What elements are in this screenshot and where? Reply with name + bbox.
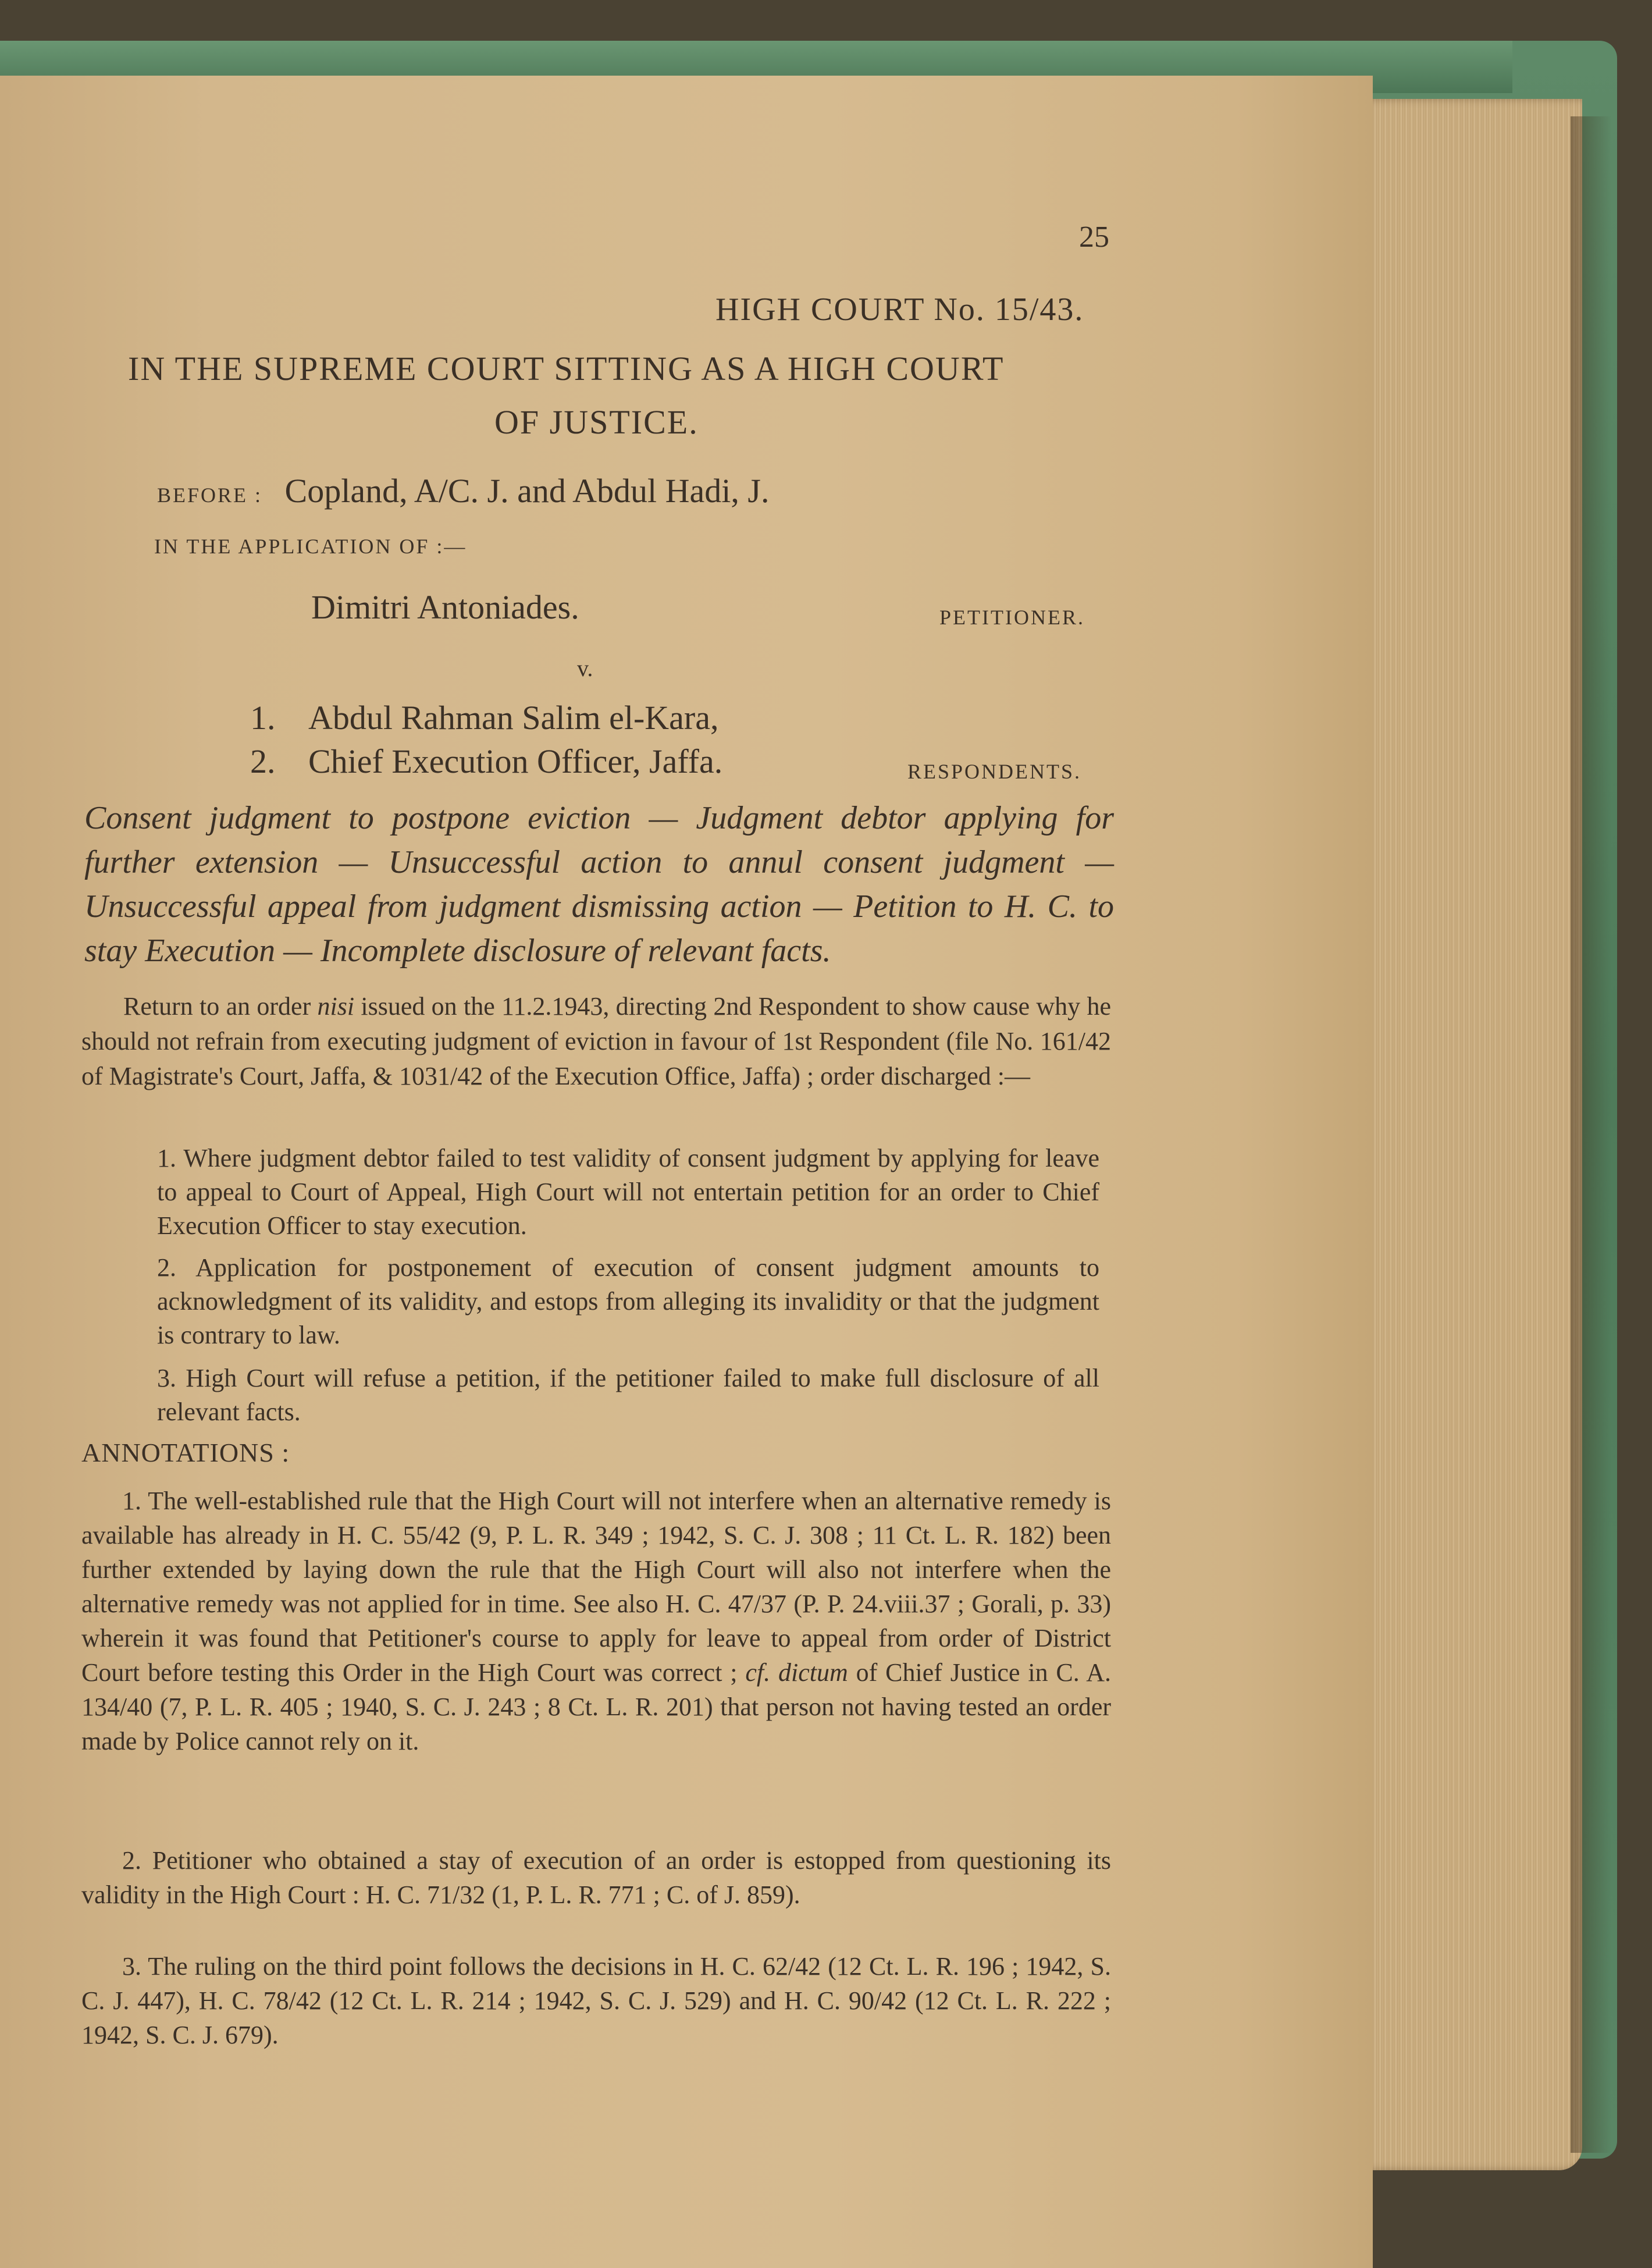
intro-paragraph: [81, 989, 1111, 1094]
page-edge-shadow: [1571, 116, 1611, 2153]
intro-text-b: issued on the 11.2.1943, directing 2nd Respondent to show cause why he should not refrain from executing judgment of eviction in favour of 1st Respondent (file No. 161/42 of Magistrate's Court, Jaffa, & 1031/42 of the Execution Office, Jaffa) ; order discharged :—: [81, 992, 1111, 1090]
annotation-number: 1.: [122, 1487, 141, 1515]
annotation-text-b: of Chief Justice in C. A. 134/40 (7, P. L. R. 405 ; 1940, S. C. J. 243 ; 8 Ct. L. R. 201) that person not having tested an order made by Police cannot rely on it.: [81, 1658, 1111, 1755]
holding-1: [157, 1142, 1099, 1243]
intro-nisi: nisi: [317, 992, 355, 1021]
headnote: Consent judgment to postpone eviction — Judgment debtor applying for further extension — Unsuccessful action to annul consent judgment — Unsuccessful appeal from judgment dismissing action — Petition to H. C. to stay Execution — Incomplete disclosure of relevant facts.: [84, 800, 1114, 969]
petitioner-name: Dimitri Antoniades.: [311, 588, 579, 626]
annotation-text: The ruling on the third point follows the decisions in H. C. 62/42 (12 Ct. L. R. 196 ; 1942, S. C. J. 447), H. C. 78/42 (12 Ct. L. R. 214 ; 1942, S. C. J. 529) and H. C. 90/42 (12 Ct. L. R. 222 ; 1942, S. C. J. 679).: [81, 1952, 1111, 2049]
petitioner-tag: PETITIONER.: [939, 606, 1085, 629]
respondent-number: 1.: [250, 699, 276, 737]
holding-2: [157, 1251, 1099, 1352]
page-number: 25: [1079, 221, 1109, 254]
page-block-edge: [1361, 99, 1582, 2170]
before-label: BEFORE :: [157, 484, 263, 507]
respondent-2: [250, 742, 722, 781]
annotation-3: [81, 1949, 1111, 2052]
application-label: IN THE APPLICATION OF :—: [154, 535, 467, 558]
intro-text-a: Return to an order: [123, 992, 318, 1021]
court-title-line1: IN THE SUPREME COURT SITTING AS A HIGH COURT: [128, 350, 1005, 388]
holding-3: [157, 1361, 1099, 1429]
respondent-1: [250, 698, 719, 737]
holding-number: 3.: [157, 1364, 176, 1392]
holding-text: Application for postponement of execution of consent judgment amounts to acknowledgment of its validity, and estops from alleging its invalidity or that the judgment is contrary to law.: [157, 1253, 1100, 1349]
annotation-text: Petitioner who obtained a stay of execution of an order is estopped from questioning its validity in the High Court : H. C. 71/32 (1, P. L. R. 771 ; C. of J. 859).: [81, 1846, 1112, 1909]
annotation-1: [81, 1484, 1111, 1758]
holding-number: 2.: [157, 1253, 176, 1282]
annotation-text-a: The well-established rule that the High Court will not interfere when an alternative remedy is available has already in H. C. 55/42 (9, P. L. R. 349 ; 1942, S. C. J. 308 ; 11 Ct. L. R. 182) been further extended by laying down the rule that the High Court will also not interfere when the alternative remedy was not applied for in time. See also H. C. 47/37 (P. P. 24.viii.37 ; Gorali, p. 33) wherein it was found that Petitioner's course to apply for leave to appeal from order of District Court before testing this Order in the High Court was correct ;: [81, 1487, 1111, 1687]
holding-text: Where judgment debtor failed to test validity of consent judgment by applying for leave to appeal to Court of Appeal, High Court will not entertain petition for an order to Chief Execution Officer to stay execution.: [157, 1144, 1099, 1240]
annotation-number: 3.: [122, 1952, 141, 1981]
respondent-name: Chief Execution Officer, Jaffa.: [308, 742, 723, 780]
respondent-number: 2.: [250, 742, 276, 780]
annotation-cf: cf. dictum: [745, 1658, 848, 1687]
respondents-tag: RESPONDENTS.: [907, 760, 1082, 783]
annotation-2: [81, 1843, 1111, 1912]
respondent-name: Abdul Rahman Salim el-Kara,: [308, 699, 719, 737]
case-number: HIGH COURT No. 15/43.: [715, 292, 1084, 328]
bench-line: [157, 471, 770, 510]
court-title-line2: OF JUSTICE.: [494, 403, 699, 441]
versus: v.: [577, 655, 593, 681]
annotation-number: 2.: [122, 1846, 141, 1875]
holding-number: 1.: [157, 1144, 176, 1172]
annotations-heading: ANNOTATIONS :: [81, 1438, 290, 1467]
bench-judges: Copland, A/C. J. and Abdul Hadi, J.: [284, 472, 770, 510]
holding-text: High Court will refuse a petition, if the petitioner failed to make full disclosure of all relevant facts.: [157, 1364, 1100, 1426]
